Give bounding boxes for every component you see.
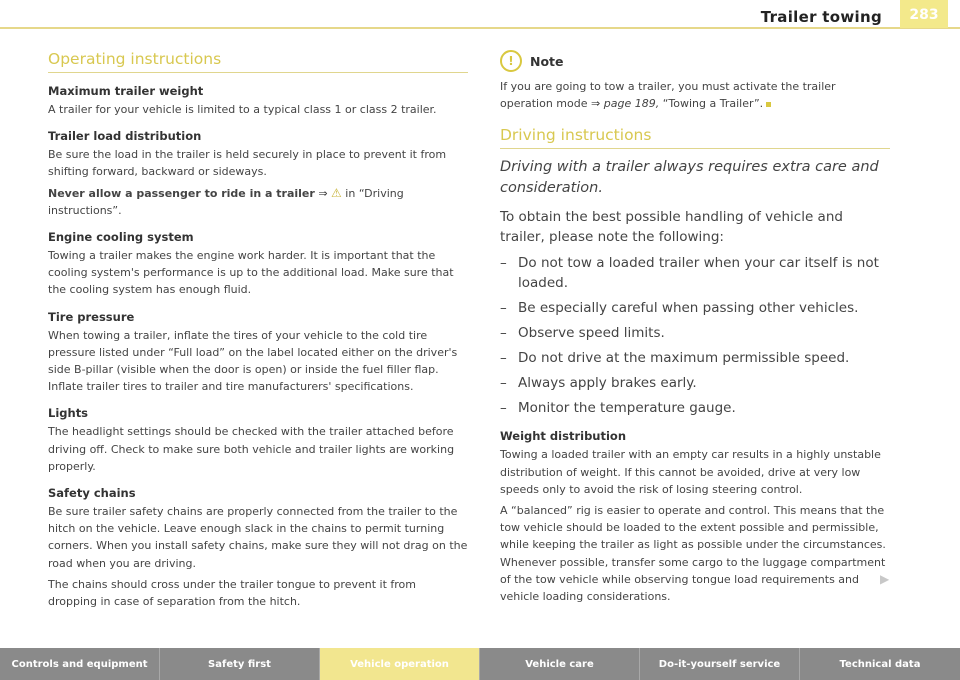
- passenger-warning: [48, 185, 468, 219]
- page-header-title: Trailer towing: [760, 8, 882, 26]
- note-exclamation-icon: !: [500, 50, 522, 72]
- driving-list: [500, 253, 890, 418]
- note-title: Note: [530, 53, 564, 69]
- list-item: – Do not tow a loaded trailer when your car itself is not loaded.: [500, 253, 890, 293]
- note-page-link[interactable]: page 189,: [603, 97, 660, 111]
- next-page-arrow-icon[interactable]: ▶: [880, 572, 890, 586]
- section-title-operating: Operating instructions: [48, 50, 468, 73]
- text-weight-2: A “balanced” rig is easier to operate and control. This means that the tow vehicle should be loaded to the extent possible and permissible, while keeping the trailer as light as possible under the circumstances. Whenever possible, transfer some cargo to the luggage compartment of the tow vehicle while observing tongue load requirements and vehicle loading considerations.: [500, 504, 886, 604]
- footer-nav: [0, 648, 960, 680]
- heading-lights: Lights: [48, 406, 89, 421]
- text-chains-cross: The chains should cross under the trailer tongue to prevent it from dropping in case of separation from the hitch.: [48, 577, 416, 609]
- tab-vehicle-operation[interactable]: Vehicle operation: [320, 648, 480, 680]
- list-item: – Observe speed limits.: [500, 323, 890, 343]
- warning-rest-text: in “Driving instructions”.: [48, 186, 404, 217]
- heading-max-weight: Maximum trailer weight: [48, 84, 204, 98]
- right-column: [500, 50, 890, 609]
- end-square-icon: [766, 102, 771, 107]
- note-header: [500, 50, 890, 72]
- text-load-distribution: Be sure the load in the trailer is held securely in place to prevent it from shifting forward, backward or sideways.: [48, 148, 447, 179]
- heading-tire-pressure: Tire pressure: [48, 309, 135, 324]
- heading-safety-chains: Safety chains: [48, 486, 136, 501]
- warning-bold-text: Never allow a passenger to ride in a trailer: [48, 186, 315, 200]
- tab-safety-first[interactable]: Safety first: [160, 648, 320, 680]
- driving-lead: Driving with a trailer always requires extra care and consideration.: [500, 159, 879, 197]
- section-title-driving: Driving instructions: [500, 126, 890, 149]
- list-item: – Do not drive at the maximum permissible speed.: [500, 348, 890, 368]
- tab-controls-equipment[interactable]: Controls and equipment: [0, 648, 160, 680]
- tab-technical-data[interactable]: Technical data: [839, 658, 921, 670]
- heading-weight-distribution: Weight distribution: [500, 429, 627, 444]
- text-weight-1: Towing a loaded trailer with an empty car results in a highly unstable distribution of weight. If this cannot be avoided, drive at very low speeds only to avoid the risk of losing steering control.: [500, 448, 881, 496]
- text-safety-chains: Be sure trailer safety chains are properly connected from the trailer to the hitch on the vehicle. Leave enough slack in the chains to permit turning corners. When you install safety chains, make sure they will not drag on the road when you are driving.: [48, 505, 468, 570]
- warning-triangle-icon[interactable]: ⚠: [331, 185, 342, 200]
- note-text: [500, 78, 890, 112]
- list-item: – Always apply brakes early.: [500, 373, 890, 393]
- heading-load-distribution: Trailer load distribution: [48, 129, 202, 144]
- list-item: – Monitor the temperature gauge.: [500, 398, 890, 418]
- driving-intro: To obtain the best possible handling of vehicle and trailer, please note the following:: [500, 209, 843, 246]
- left-column: [48, 50, 468, 614]
- text-lights: The headlight settings should be checked with the trailer attached before driving off. Check to make sure both vehicle and trailer lights are working properly.: [48, 425, 455, 473]
- tab-vehicle-care[interactable]: Vehicle care: [480, 648, 640, 680]
- list-item: – Be especially careful when passing other vehicles.: [500, 298, 890, 318]
- page-ref-arrow-icon: ⇒: [591, 97, 604, 111]
- heading-cooling: Engine cooling system: [48, 230, 194, 245]
- text-max-weight: A trailer for your vehicle is limited to a typical class 1 or class 2 trailer.: [48, 103, 437, 116]
- header-rule: [0, 27, 960, 29]
- page-number: 283: [900, 0, 948, 28]
- text-tire-pressure: When towing a trailer, inflate the tires of your vehicle to the cold tire pressure listed under “Full load” on the label located either on the driver's side B-pillar (visible when the door is open) or inside the fuel filler flap. Inflate trailer tires to trailer and tire manufacturers' specifications.: [48, 328, 458, 394]
- note-text-a: If you are going to tow a trailer, you must activate the trailer operation mode: [500, 80, 836, 111]
- tab-diy-service[interactable]: Do-it-yourself service: [640, 648, 800, 680]
- cross-ref-arrow-icon: ⇒: [318, 186, 328, 200]
- note-text-b: “Towing a Trailer”.: [659, 97, 764, 111]
- text-cooling: Towing a trailer makes the engine work harder. It is important that the cooling system's performance is up to the additional load. Make sure that the cooling system has enough fluid.: [48, 249, 454, 297]
